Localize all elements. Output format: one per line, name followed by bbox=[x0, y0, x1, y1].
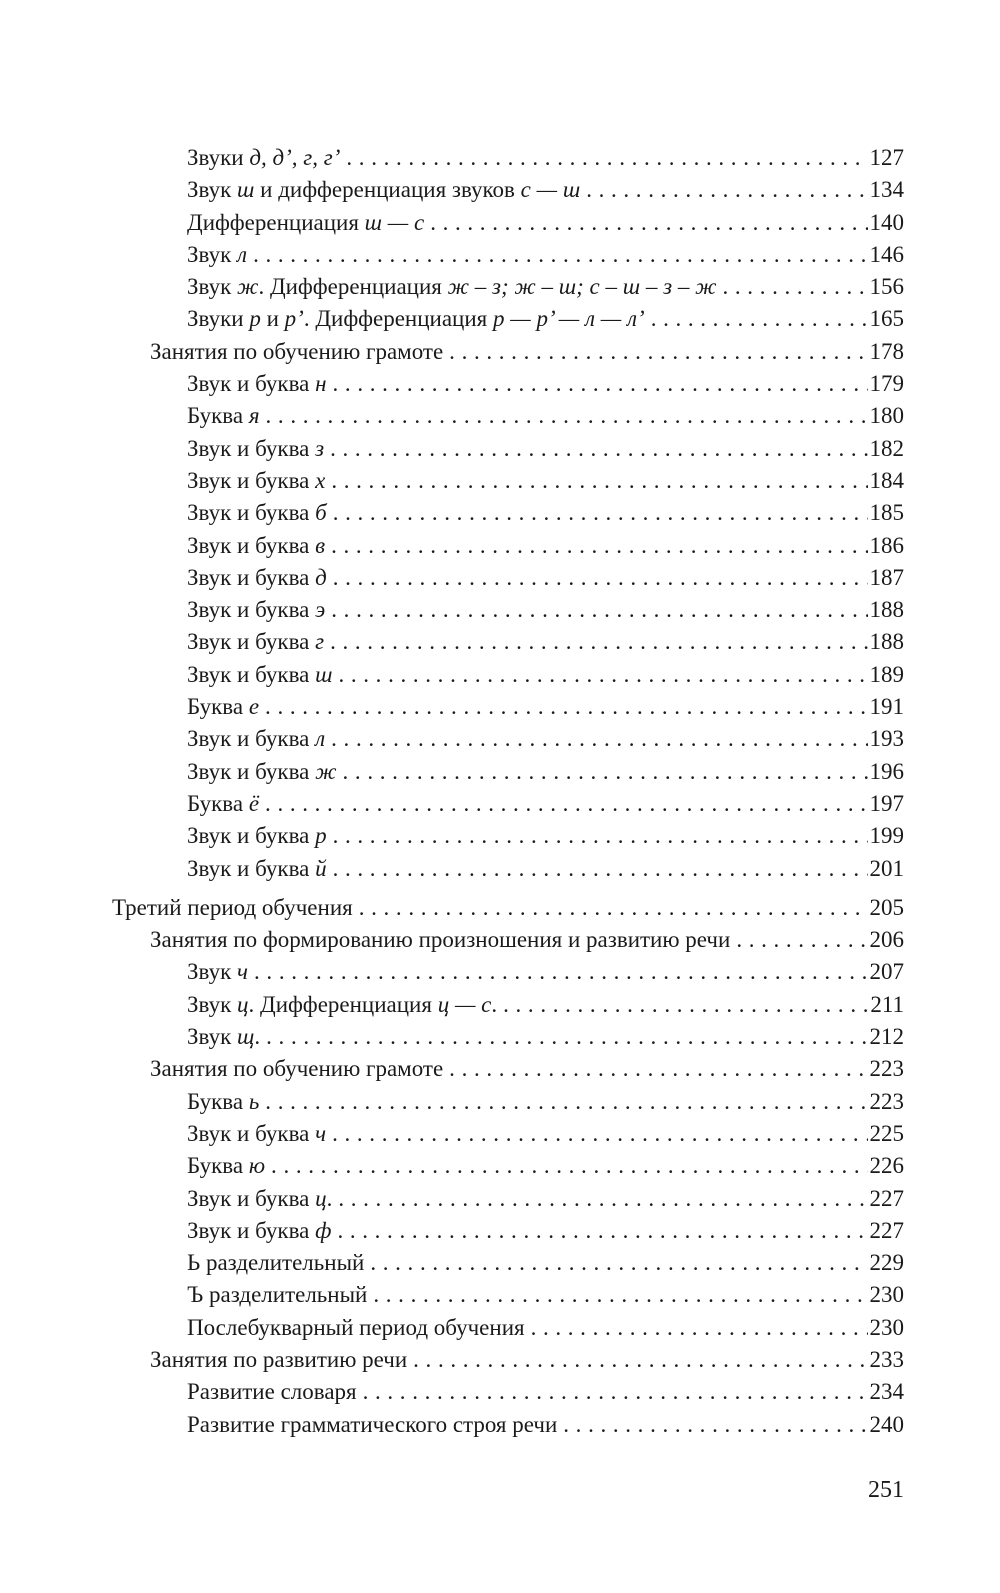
toc-entry-page: 186 bbox=[869, 532, 904, 558]
toc-entry-title-text: Звук bbox=[187, 959, 238, 985]
toc-entry-title-italic: ц bbox=[237, 991, 249, 1017]
toc-entry-title bbox=[187, 1021, 260, 1053]
toc-entry-title bbox=[187, 1215, 331, 1247]
toc-entry-page: 229 bbox=[869, 1250, 904, 1276]
dot-leader bbox=[265, 1086, 867, 1118]
page-number: 251 bbox=[868, 1477, 904, 1503]
toc-entry-title bbox=[187, 368, 327, 400]
toc-entry bbox=[0, 1344, 1000, 1376]
toc-entry-title-italic: ц bbox=[315, 1185, 327, 1211]
toc-entry-title bbox=[187, 723, 325, 755]
toc-entry-title-text: Звук и буква bbox=[187, 1120, 316, 1146]
toc-entry bbox=[0, 207, 1000, 239]
toc-entry-page: 201 bbox=[869, 855, 904, 881]
dot-leader bbox=[271, 1150, 867, 1182]
toc-entry-title bbox=[187, 1183, 332, 1215]
toc-entry-title bbox=[187, 207, 424, 239]
toc-entry-page: 188 bbox=[869, 629, 904, 655]
toc-entry bbox=[0, 1376, 1000, 1408]
toc-entry-title-text: Звук и буква bbox=[187, 629, 316, 655]
toc-entry-title-italic: в bbox=[315, 532, 326, 558]
toc-entry-title-text: Буква bbox=[187, 790, 249, 816]
toc-entry-title-text: Звук и буква bbox=[187, 726, 316, 752]
toc-entry-title bbox=[187, 142, 340, 174]
toc-entry-title-text: Занятия по развитию речи bbox=[150, 1346, 408, 1372]
toc-entry-title-text: Буква bbox=[187, 1088, 249, 1114]
toc-entry bbox=[0, 368, 1000, 400]
toc-entry-title-text: Послебукварный период обучения bbox=[187, 1314, 525, 1340]
dot-leader bbox=[723, 271, 868, 303]
dot-leader bbox=[331, 723, 867, 755]
toc-entry-title bbox=[187, 433, 324, 465]
toc-entry-title-text: Звук bbox=[187, 177, 238, 203]
toc-entry-title-italic: ж bbox=[237, 274, 259, 300]
toc-entry-title-italic: н bbox=[315, 371, 327, 397]
dot-leader bbox=[531, 1312, 868, 1344]
toc-entry-page: 134 bbox=[869, 177, 904, 203]
toc-entry-page: 223 bbox=[869, 1088, 904, 1114]
toc-entry-title-text: . bbox=[254, 1024, 261, 1050]
toc-entry-title bbox=[112, 892, 353, 924]
toc-entry-page: 196 bbox=[869, 758, 904, 784]
toc-entry-page: 240 bbox=[869, 1411, 904, 1437]
dot-leader bbox=[333, 820, 868, 852]
toc-entry-title bbox=[187, 1279, 367, 1311]
dot-leader bbox=[254, 956, 867, 988]
toc-entry-title bbox=[150, 336, 443, 368]
toc-entry-title-italic: с — ш bbox=[520, 177, 581, 203]
toc-entry-title-italic: щ bbox=[237, 1024, 255, 1050]
toc-entry bbox=[0, 174, 1000, 206]
toc-entry-title bbox=[187, 594, 325, 626]
toc-entry-page: 206 bbox=[869, 927, 904, 953]
toc-entry bbox=[0, 723, 1000, 755]
toc-entry-title bbox=[187, 989, 497, 1021]
toc-entry-page: 226 bbox=[869, 1153, 904, 1179]
toc-entry-title-text: Дифференциация bbox=[187, 209, 365, 235]
toc-entry-title-text: Звук bbox=[187, 991, 238, 1017]
toc-entry-title-italic: ж – з; ж – ш; с – ш – з – ж bbox=[447, 274, 717, 300]
toc-entry bbox=[0, 530, 1000, 562]
toc-entry-title bbox=[187, 1086, 259, 1118]
dot-leader bbox=[265, 691, 867, 723]
toc-entry-page: 165 bbox=[869, 306, 904, 332]
toc-entry-title bbox=[187, 756, 337, 788]
toc-entry bbox=[0, 1118, 1000, 1150]
toc-entry-title bbox=[187, 400, 260, 432]
toc-entry-title-italic: р — р’ — л — л’ bbox=[493, 306, 645, 332]
dot-leader bbox=[333, 497, 868, 529]
toc-entry-page: 185 bbox=[869, 500, 904, 526]
toc-entry-page: 178 bbox=[869, 338, 904, 364]
toc-entry-page: 182 bbox=[869, 435, 904, 461]
toc-entry-page: 223 bbox=[869, 1056, 904, 1082]
toc-entry-title-italic: л bbox=[237, 241, 248, 267]
dot-leader bbox=[346, 142, 867, 174]
toc-entry-page: 230 bbox=[869, 1282, 904, 1308]
dot-leader bbox=[330, 626, 867, 658]
toc-entry bbox=[0, 1086, 1000, 1118]
toc-entry-page: 140 bbox=[869, 209, 904, 235]
toc-entry-title-italic: ч bbox=[237, 959, 249, 985]
toc-entry-title-text: Звуки bbox=[187, 306, 250, 332]
toc-entry bbox=[0, 271, 1000, 303]
dot-leader bbox=[370, 1247, 867, 1279]
toc-entry-title-text: Звук и буква bbox=[187, 500, 316, 526]
toc-entry-page: 197 bbox=[869, 790, 904, 816]
toc-entry-title bbox=[187, 497, 327, 529]
toc-entry-title-text: Буква bbox=[187, 694, 249, 720]
toc-entry-title-text: Ъ разделительный bbox=[187, 1282, 368, 1308]
toc-entry-page: 199 bbox=[869, 823, 904, 849]
toc-entry-title-text: Звук и буква bbox=[187, 823, 316, 849]
toc-entry-title-text: Третий период обучения bbox=[112, 894, 353, 920]
dot-leader bbox=[333, 562, 868, 594]
toc-entry-title-text: Звук bbox=[187, 241, 238, 267]
toc-entry-title-italic: г bbox=[315, 629, 325, 655]
toc-entry-title-italic: р bbox=[315, 823, 327, 849]
toc-entry-title-italic: р bbox=[249, 306, 261, 332]
toc-entry-title-text: Звук и буква bbox=[187, 564, 316, 590]
dot-leader bbox=[331, 465, 867, 497]
toc-entry bbox=[0, 956, 1000, 988]
toc-entry-page: 234 bbox=[869, 1379, 904, 1405]
toc-entry-title bbox=[187, 465, 325, 497]
dot-leader bbox=[337, 1215, 867, 1247]
toc-entry-title-text: . Дифференциация bbox=[303, 306, 493, 332]
toc-entry-title-text: Звук и буква bbox=[187, 1217, 316, 1243]
toc-entry-page: 184 bbox=[869, 467, 904, 493]
toc-entry bbox=[0, 400, 1000, 432]
toc-entry bbox=[0, 659, 1000, 691]
toc-entry-page: 146 bbox=[869, 241, 904, 267]
toc-entry-title bbox=[187, 1409, 557, 1441]
toc-entry bbox=[0, 788, 1000, 820]
toc-entry bbox=[0, 497, 1000, 529]
dot-leader bbox=[359, 892, 868, 924]
toc-entry-title-text: Звук bbox=[187, 1024, 238, 1050]
toc-entry-page: 189 bbox=[869, 661, 904, 687]
toc-entry-title-text: Ь разделительный bbox=[187, 1250, 365, 1276]
toc-entry-title-text: Звук bbox=[187, 274, 238, 300]
dot-leader bbox=[563, 1409, 867, 1441]
toc-entry-title-italic: е bbox=[248, 694, 260, 720]
toc-entry-page: 212 bbox=[869, 1024, 904, 1050]
toc-entry-title bbox=[187, 1150, 265, 1182]
toc-entry-page: 207 bbox=[869, 959, 904, 985]
toc-entry-title-text: . bbox=[491, 991, 498, 1017]
dot-leader bbox=[651, 303, 868, 335]
toc-entry-title bbox=[187, 303, 645, 335]
dot-leader bbox=[330, 433, 867, 465]
toc-entry-title-text: Звук и буква bbox=[187, 467, 316, 493]
toc-entry-page: 191 bbox=[869, 694, 904, 720]
toc-entry-title-italic: й bbox=[315, 855, 327, 881]
toc-entry-title-text: Звук и буква bbox=[187, 661, 316, 687]
toc-entry bbox=[0, 1053, 1000, 1085]
toc-entry-title bbox=[187, 626, 324, 658]
toc-entry bbox=[0, 989, 1000, 1021]
toc-entry-title bbox=[187, 1118, 326, 1150]
toc-entry-page: 225 bbox=[869, 1120, 904, 1146]
toc-entry-title-italic: ц — с bbox=[437, 991, 492, 1017]
dot-leader bbox=[331, 530, 867, 562]
toc-entry-title-italic: ф bbox=[315, 1217, 332, 1243]
toc-entry bbox=[0, 691, 1000, 723]
toc-entry-page: 233 bbox=[869, 1346, 904, 1372]
toc-entry-title-italic: ь bbox=[248, 1088, 260, 1114]
toc-entry-title-text: . Дифференциация bbox=[248, 991, 438, 1017]
toc-entry-title-text: . bbox=[326, 1185, 333, 1211]
toc-entry-title-text: Развитие словаря bbox=[187, 1379, 357, 1405]
toc-entry-title bbox=[187, 659, 332, 691]
toc-entry-title bbox=[187, 691, 259, 723]
toc-entry-title-italic: х bbox=[315, 467, 326, 493]
toc-entry-title-text: . Дифференциация bbox=[258, 274, 448, 300]
dot-leader bbox=[331, 594, 867, 626]
toc-entry-title bbox=[187, 562, 327, 594]
toc-entry-title bbox=[187, 788, 259, 820]
toc-entry-page: 156 bbox=[869, 274, 904, 300]
toc-entry-title bbox=[187, 1376, 357, 1408]
toc-entry-title-italic: ш bbox=[315, 661, 333, 687]
dot-leader bbox=[338, 1183, 867, 1215]
toc-entry bbox=[0, 756, 1000, 788]
toc-entry-title bbox=[187, 1312, 525, 1344]
toc-entry-page: 230 bbox=[869, 1314, 904, 1340]
toc-entry-title bbox=[187, 174, 580, 206]
dot-leader bbox=[363, 1376, 868, 1408]
toc-entry bbox=[0, 853, 1000, 885]
toc-entry-title-italic: ш bbox=[237, 177, 255, 203]
toc-entry-page: 227 bbox=[869, 1217, 904, 1243]
toc-entry-page: 127 bbox=[869, 145, 904, 170]
toc-entry-title bbox=[187, 271, 717, 303]
toc-entry bbox=[0, 892, 1000, 924]
toc-entry-title-text: Звук и буква bbox=[187, 597, 316, 623]
dot-leader bbox=[449, 1053, 867, 1085]
toc-entry-title-italic: д bbox=[315, 564, 327, 590]
toc-entry-page: 187 bbox=[869, 564, 904, 590]
toc-entry-title-text: Развитие грамматического строя речи bbox=[187, 1411, 558, 1437]
toc-entry bbox=[0, 820, 1000, 852]
toc-entry bbox=[0, 336, 1000, 368]
toc-entry bbox=[0, 1021, 1000, 1053]
toc-entry bbox=[0, 303, 1000, 335]
toc-entry bbox=[0, 594, 1000, 626]
toc-entry-title-text: Звук и буква bbox=[187, 1185, 316, 1211]
toc-entry-page: 227 bbox=[869, 1185, 904, 1211]
toc-entry bbox=[0, 433, 1000, 465]
toc-entry-title-italic: я bbox=[248, 403, 260, 429]
toc-entry-title-text: Буква bbox=[187, 1153, 249, 1179]
toc-entry-title-text: Звук и буква bbox=[187, 532, 316, 558]
dot-leader bbox=[266, 400, 868, 432]
table-of-contents bbox=[0, 142, 1000, 1441]
toc-entry-page: 180 bbox=[869, 403, 904, 429]
toc-entry-title-text: Занятия по обучению грамоте bbox=[150, 1056, 444, 1082]
toc-entry-title bbox=[187, 530, 325, 562]
toc-entry-title-italic: р’ bbox=[284, 306, 304, 332]
dot-leader bbox=[430, 207, 867, 239]
toc-entry bbox=[0, 1409, 1000, 1441]
toc-entry-title-text: Занятия по обучению грамоте bbox=[150, 338, 444, 364]
dot-leader bbox=[266, 1021, 867, 1053]
toc-entry bbox=[0, 142, 1000, 174]
toc-entry-title-text: Звук и буква bbox=[187, 758, 316, 784]
toc-entry bbox=[0, 562, 1000, 594]
toc-entry-title-italic: э bbox=[315, 597, 326, 623]
toc-entry-title-text: Занятия по формированию произношения и развитию речи bbox=[150, 927, 731, 953]
dot-leader bbox=[333, 853, 868, 885]
toc-entry-title bbox=[150, 924, 730, 956]
toc-entry-title bbox=[187, 820, 327, 852]
toc-entry bbox=[0, 239, 1000, 271]
toc-entry-page: 211 bbox=[870, 991, 904, 1017]
toc-entry-title-text: Звук и буква bbox=[187, 371, 316, 397]
toc-entry-title bbox=[187, 853, 327, 885]
dot-leader bbox=[413, 1344, 867, 1376]
toc-entry-title bbox=[187, 1247, 364, 1279]
toc-entry-title-text: Звук и буква bbox=[187, 855, 316, 881]
toc-entry-title-italic: ё bbox=[248, 790, 260, 816]
toc-entry-title-text: и bbox=[260, 306, 285, 332]
toc-entry-page: 193 bbox=[869, 726, 904, 752]
dot-leader bbox=[343, 756, 868, 788]
toc-entry bbox=[0, 1150, 1000, 1182]
dot-leader bbox=[265, 788, 867, 820]
toc-entry-title-text: Звук и буква bbox=[187, 435, 316, 461]
toc-entry-title bbox=[150, 1053, 443, 1085]
dot-leader bbox=[338, 659, 867, 691]
toc-entry bbox=[0, 626, 1000, 658]
toc-entry-page: 188 bbox=[869, 597, 904, 623]
dot-leader bbox=[736, 924, 867, 956]
toc-entry bbox=[0, 1215, 1000, 1247]
dot-leader bbox=[332, 1118, 867, 1150]
toc-entry-title bbox=[187, 956, 248, 988]
dot-leader bbox=[503, 989, 868, 1021]
dot-leader bbox=[333, 368, 868, 400]
toc-entry bbox=[0, 1279, 1000, 1311]
dot-leader bbox=[373, 1279, 867, 1311]
toc-entry-title-italic: ш — с bbox=[364, 209, 425, 235]
toc-entry-title-text: Буква bbox=[187, 403, 249, 429]
dot-leader bbox=[449, 336, 867, 368]
dot-leader bbox=[586, 174, 867, 206]
toc-entry-title-italic: ж bbox=[315, 758, 337, 784]
dot-leader bbox=[253, 239, 867, 271]
toc-entry bbox=[0, 1312, 1000, 1344]
toc-entry-title-italic: ю bbox=[248, 1153, 266, 1179]
toc-entry bbox=[0, 924, 1000, 956]
toc-entry-title-text: и дифференциация звуков bbox=[254, 177, 521, 203]
toc-entry-page: 179 bbox=[869, 371, 904, 397]
toc-entry-title-italic: б bbox=[315, 500, 327, 526]
toc-entry bbox=[0, 1247, 1000, 1279]
toc-entry-title-italic: ч bbox=[315, 1120, 327, 1146]
toc-entry bbox=[0, 465, 1000, 497]
toc-entry-title-text: Звуки bbox=[187, 145, 250, 170]
toc-entry-title bbox=[187, 239, 247, 271]
toc-entry-page: 205 bbox=[869, 894, 904, 920]
toc-entry-title-italic: д, д’, г, г’ bbox=[249, 145, 341, 170]
toc-entry-title-italic: з bbox=[315, 435, 325, 461]
toc-entry-title-italic: л bbox=[315, 726, 326, 752]
toc-entry-title bbox=[150, 1344, 407, 1376]
toc-entry bbox=[0, 1183, 1000, 1215]
